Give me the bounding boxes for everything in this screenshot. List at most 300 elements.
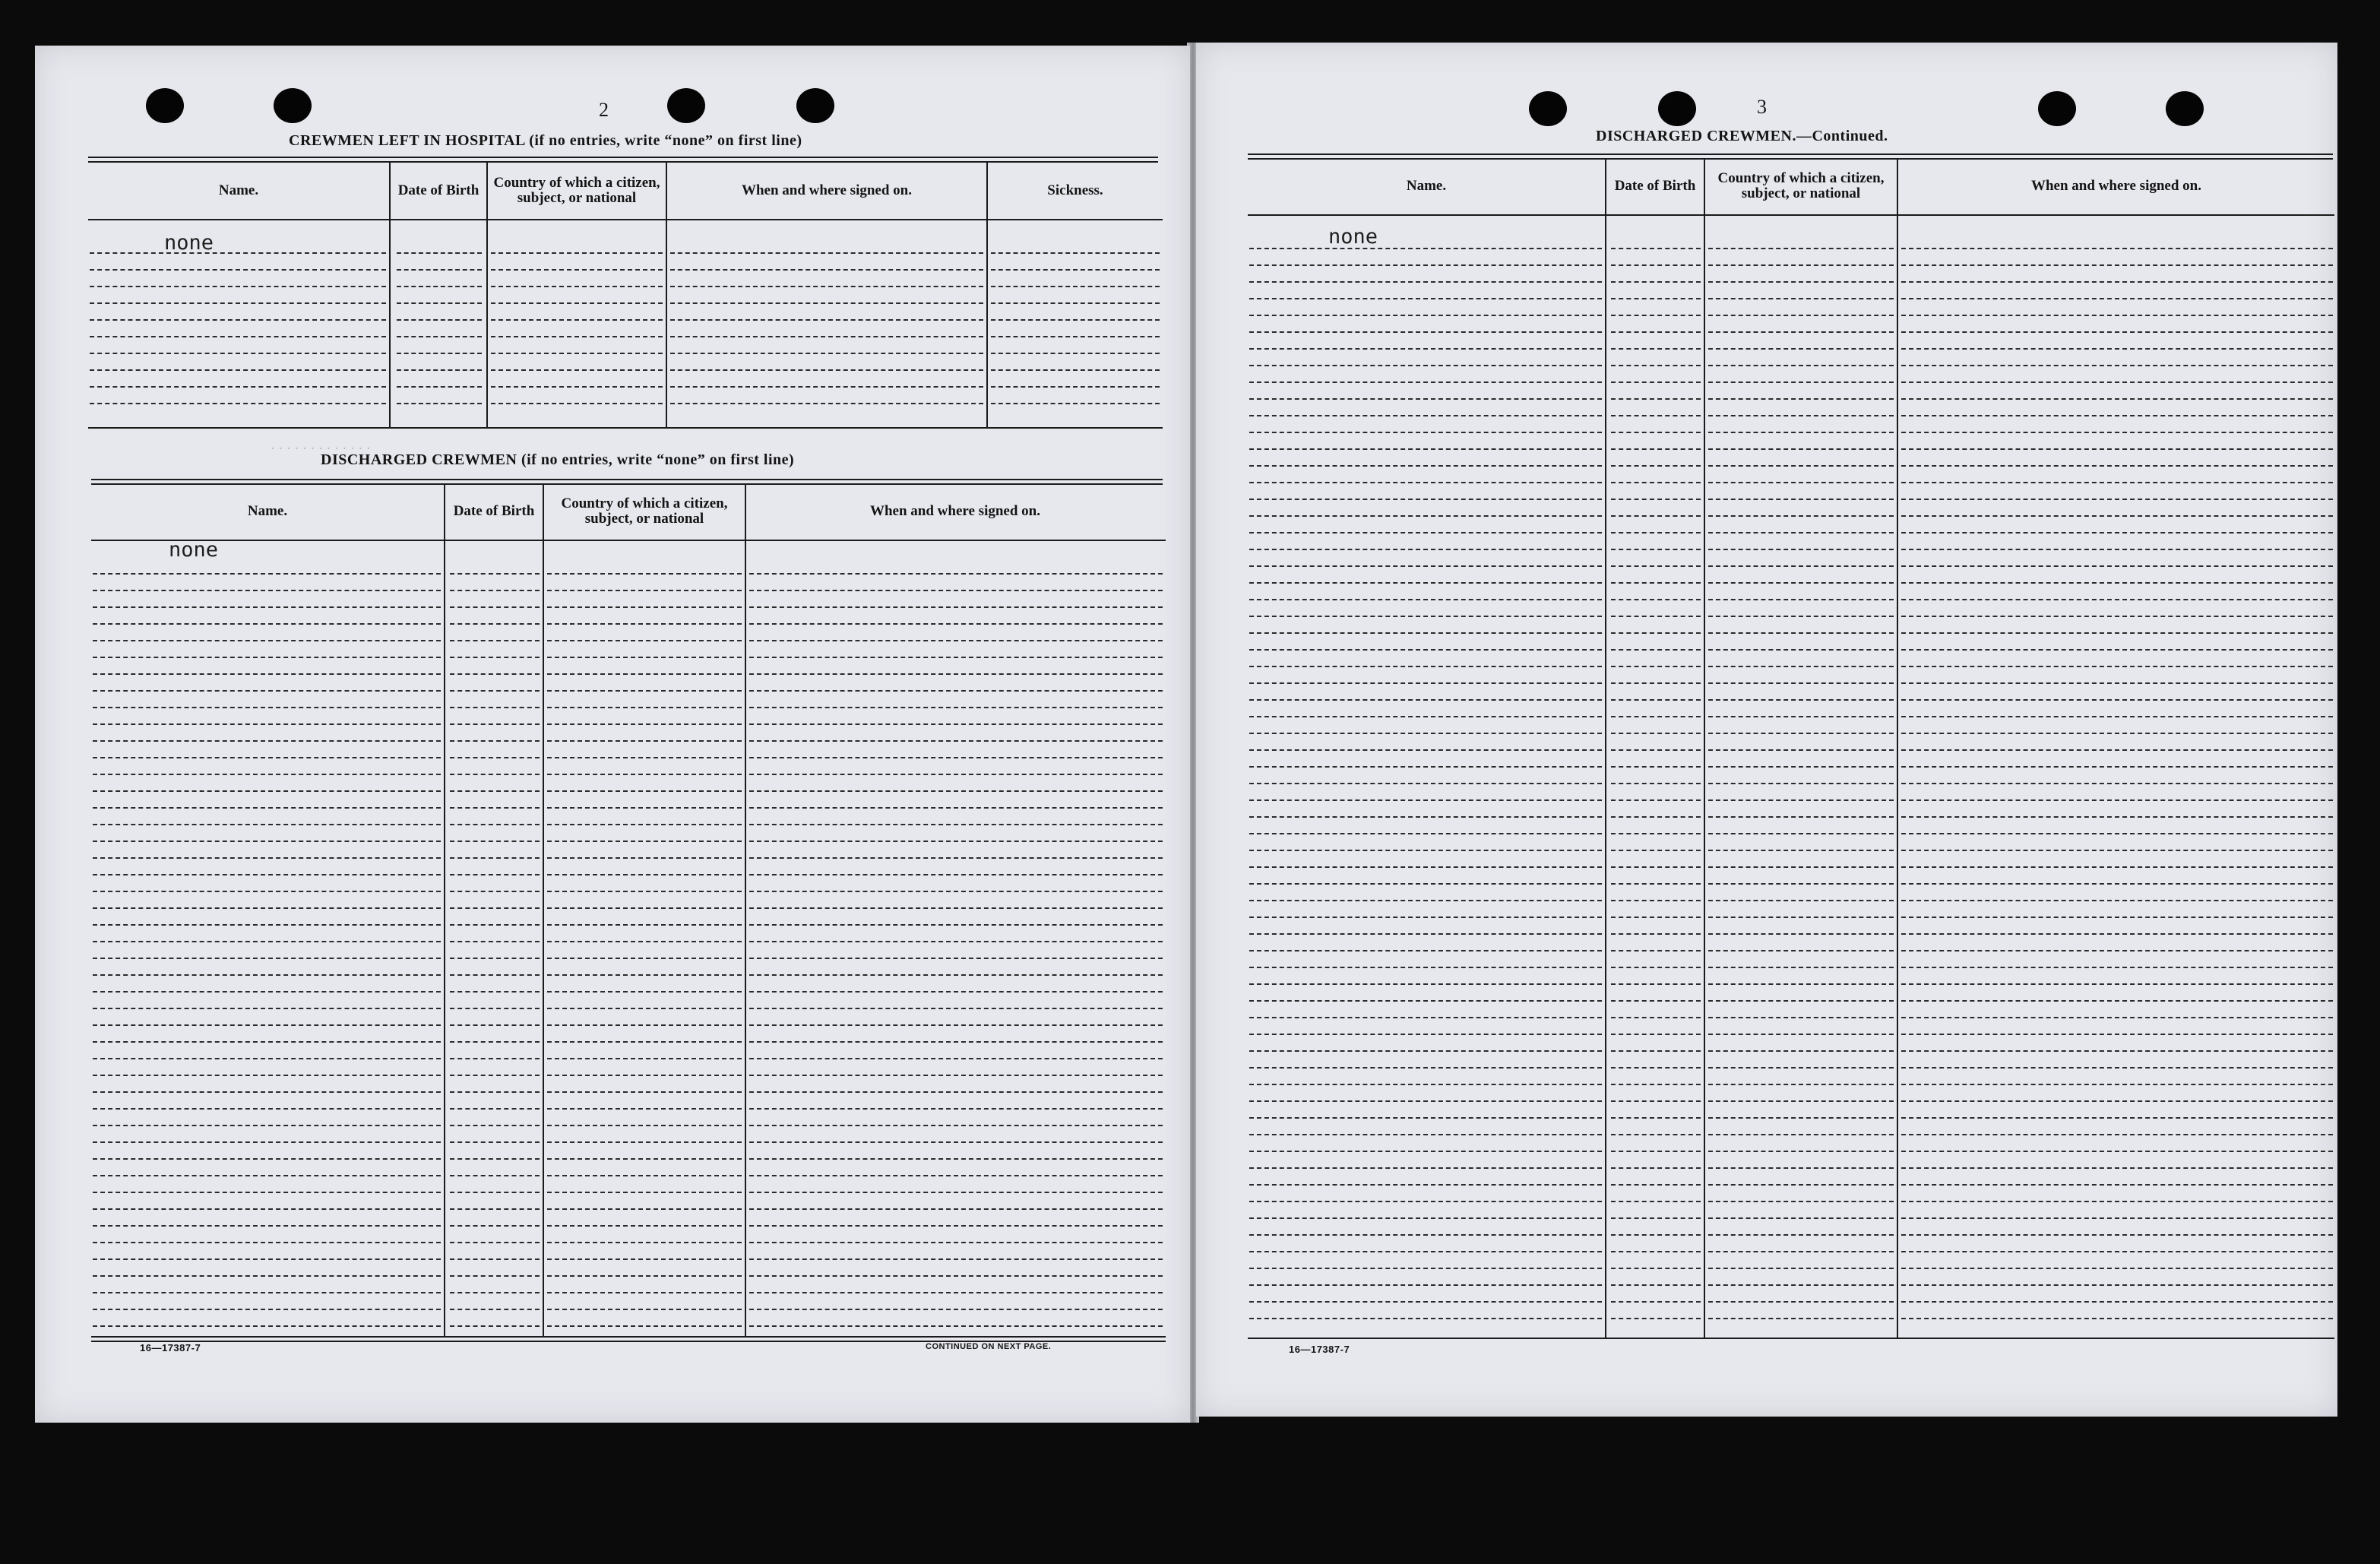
- ruled-line: [547, 606, 742, 608]
- ruled-line: [1708, 699, 1894, 701]
- ruled-line: [1611, 866, 1701, 868]
- ruled-line: [1249, 1000, 1602, 1002]
- ruled-line: [450, 723, 540, 725]
- ruled-line: [1611, 1017, 1701, 1018]
- ruled-line: [1708, 1100, 1894, 1102]
- ruled-line: [1708, 1268, 1894, 1269]
- ruled-line: [1901, 1268, 2333, 1269]
- ruled-line: [547, 1058, 742, 1059]
- ruled-line: [1901, 1034, 2333, 1035]
- ruled-line: [1611, 682, 1701, 684]
- ruled-line: [1708, 1301, 1894, 1303]
- ruled-line: [450, 807, 540, 809]
- ruled-line: [397, 336, 482, 337]
- ruled-line: [93, 1309, 441, 1310]
- ruled-line: [1901, 749, 2333, 751]
- ruled-line: [670, 286, 983, 287]
- ruled-line: [749, 1192, 1163, 1193]
- ruled-line: [1901, 833, 2333, 834]
- ruled-line: [1708, 783, 1894, 784]
- ruled-line: [1708, 1184, 1894, 1186]
- ruled-line: [1708, 749, 1894, 751]
- ruled-line: [1901, 1100, 2333, 1102]
- ruled-line: [749, 1325, 1163, 1327]
- ruled-line: [547, 874, 742, 875]
- ruled-line: [93, 807, 441, 809]
- punch-hole: [667, 88, 705, 123]
- ruled-line: [1901, 1167, 2333, 1169]
- ruled-line: [1611, 1234, 1701, 1236]
- hospital-section-title: CREWMEN LEFT IN HOSPITAL (if no entries, write “none” on first line): [289, 132, 802, 149]
- ruled-line: [1611, 699, 1701, 701]
- ruled-line: [93, 941, 441, 942]
- ruled-line: [547, 1325, 742, 1327]
- ruled-line: [1708, 549, 1894, 550]
- ruled-line: [450, 1041, 540, 1043]
- ruled-line: [1611, 950, 1701, 951]
- ruled-line: [1708, 281, 1894, 283]
- ruled-line: [547, 991, 742, 993]
- ruled-line: [93, 723, 441, 725]
- bleed-through-text: · · · · · · · · · · · · ·: [271, 441, 371, 456]
- ruled-line: [1708, 1034, 1894, 1035]
- ruled-line: [749, 1275, 1163, 1277]
- ruled-line: [93, 573, 441, 575]
- ruled-line: [991, 353, 1160, 354]
- ruled-line: [1901, 432, 2333, 433]
- ruled-line: [450, 891, 540, 892]
- ruled-line: [547, 1091, 742, 1093]
- ruled-line: [450, 1008, 540, 1009]
- ruled-line: [1249, 365, 1602, 366]
- ruled-line: [1901, 448, 2333, 450]
- hospital-col-divider: [986, 161, 988, 427]
- punch-hole: [1658, 91, 1696, 126]
- punch-hole: [2166, 91, 2204, 126]
- ruled-line: [547, 841, 742, 842]
- ruled-line: [1249, 749, 1602, 751]
- ruled-line: [1611, 398, 1701, 400]
- ruled-line: [547, 1175, 742, 1176]
- ruled-line: [1249, 883, 1602, 885]
- ruled-line: [1708, 465, 1894, 467]
- ruled-line: [1901, 415, 2333, 416]
- ruled-line: [1249, 348, 1602, 350]
- ruled-line: [547, 640, 742, 641]
- ruled-line: [1708, 933, 1894, 935]
- ruled-line: [1901, 632, 2333, 634]
- ruled-line: [93, 924, 441, 926]
- ruled-line: [547, 1041, 742, 1043]
- discharged-col-divider: [543, 483, 544, 1336]
- ruled-line: [1708, 900, 1894, 901]
- ruled-line: [547, 723, 742, 725]
- ruled-line: [1249, 499, 1602, 500]
- ruled-line: [1708, 816, 1894, 818]
- ruled-line: [1611, 816, 1701, 818]
- ruled-line: [1249, 799, 1602, 801]
- ruled-line: [547, 707, 742, 708]
- ruled-line: [491, 386, 663, 388]
- ruled-line: [450, 640, 540, 641]
- ruled-line: [1901, 967, 2333, 968]
- ruled-line: [1249, 448, 1602, 450]
- ruled-line: [1611, 549, 1701, 550]
- ruled-line: [1611, 315, 1701, 316]
- ruled-line: [1249, 616, 1602, 617]
- ruled-line: [491, 269, 663, 271]
- ruled-line: [90, 403, 386, 404]
- page-number: 2: [599, 99, 609, 121]
- ruled-line: [1611, 1301, 1701, 1303]
- ruled-line: [93, 1275, 441, 1277]
- ruled-line: [1901, 1134, 2333, 1135]
- ruled-line: [547, 1141, 742, 1143]
- right-table-bottom-rule: [1248, 1338, 2334, 1339]
- ruled-line: [1901, 983, 2333, 985]
- ruled-line: [1708, 298, 1894, 299]
- ruled-line: [1901, 1084, 2333, 1085]
- ruled-line: [1249, 1251, 1602, 1252]
- discharged-table-top-rule: [91, 479, 1163, 485]
- right-entry-none: none: [1328, 225, 1378, 249]
- ruled-line: [1249, 298, 1602, 299]
- ruled-line: [1901, 281, 2333, 283]
- ruled-line: [450, 1058, 540, 1059]
- ruled-line: [1611, 1268, 1701, 1269]
- ruled-line: [547, 974, 742, 976]
- ruled-line: [1249, 866, 1602, 868]
- discharged-table-bottom-rule: [91, 1336, 1166, 1338]
- ruled-line: [1249, 1084, 1602, 1085]
- ruled-line: [450, 874, 540, 875]
- ruled-line: [1708, 1151, 1894, 1152]
- ruled-line: [749, 907, 1163, 909]
- ruled-line: [93, 1075, 441, 1076]
- ruled-line: [749, 807, 1163, 809]
- ruled-line: [1249, 1117, 1602, 1119]
- continued-note: CONTINUED ON NEXT PAGE.: [926, 1342, 1052, 1351]
- ruled-line: [1708, 599, 1894, 600]
- ruled-line: [450, 757, 540, 758]
- ruled-line: [1611, 632, 1701, 634]
- ruled-line: [450, 824, 540, 825]
- ruled-line: [93, 1242, 441, 1243]
- ruled-line: [1249, 1284, 1602, 1286]
- page-number: 3: [1757, 96, 1767, 118]
- ruled-line: [1249, 465, 1602, 467]
- ruled-line: [1249, 716, 1602, 717]
- ruled-line: [1901, 917, 2333, 918]
- ruled-line: [1901, 1050, 2333, 1052]
- ruled-line: [450, 690, 540, 692]
- ruled-line: [1708, 264, 1894, 266]
- ruled-line: [1611, 983, 1701, 985]
- ruled-line: [450, 1242, 540, 1243]
- ruled-line: [1611, 448, 1701, 450]
- ruled-line: [1901, 616, 2333, 617]
- hospital-col-sickness: Sickness.: [1047, 182, 1103, 198]
- ruled-line: [1901, 933, 2333, 935]
- ruled-line: [1611, 382, 1701, 383]
- ruled-line: [450, 1192, 540, 1193]
- right-col-country: Country of which a citizen, subject, or national: [1717, 170, 1885, 201]
- ruled-line: [749, 1008, 1163, 1009]
- ruled-line: [93, 1292, 441, 1293]
- ruled-line: [1708, 348, 1894, 350]
- ruled-line: [1708, 499, 1894, 500]
- ruled-line: [749, 740, 1163, 742]
- ruled-line: [1708, 1234, 1894, 1236]
- ruled-line: [450, 573, 540, 575]
- ruled-line: [547, 1258, 742, 1260]
- ruled-line: [991, 336, 1160, 337]
- ruled-line: [90, 386, 386, 388]
- ruled-line: [450, 1275, 540, 1277]
- ruled-line: [1249, 1100, 1602, 1102]
- hospital-col-divider: [666, 161, 667, 427]
- ruled-line: [450, 673, 540, 675]
- ruled-line: [749, 723, 1163, 725]
- ruled-line: [749, 606, 1163, 608]
- ruled-line: [1708, 432, 1894, 433]
- ruled-line: [1611, 883, 1701, 885]
- ruled-line: [1611, 1117, 1701, 1119]
- ruled-line: [749, 1141, 1163, 1143]
- ruled-line: [1249, 682, 1602, 684]
- ruled-line: [547, 1309, 742, 1310]
- ruled-line: [397, 302, 482, 304]
- ruled-line: [450, 991, 540, 993]
- hospital-col-divider: [486, 161, 488, 427]
- hospital-entry-none: none: [164, 231, 214, 255]
- ruled-line: [1901, 348, 2333, 350]
- ruled-line: [93, 790, 441, 792]
- ruled-line: [1611, 264, 1701, 266]
- ruled-line: [93, 606, 441, 608]
- ruled-line: [547, 1075, 742, 1076]
- ruled-line: [1249, 1217, 1602, 1219]
- ruled-line: [93, 707, 441, 708]
- ruled-line: [1611, 799, 1701, 801]
- right-col-signed-on: When and where signed on.: [2030, 178, 2201, 194]
- ruled-line: [93, 1225, 441, 1227]
- ruled-line: [1901, 515, 2333, 517]
- ruled-line: [491, 319, 663, 321]
- ruled-line: [749, 1091, 1163, 1093]
- ruled-line: [90, 353, 386, 354]
- ruled-line: [1901, 499, 2333, 500]
- ruled-line: [547, 1008, 742, 1009]
- ruled-line: [1708, 448, 1894, 450]
- ruled-line: [1611, 1151, 1701, 1152]
- ruled-line: [90, 252, 386, 254]
- ruled-line: [93, 690, 441, 692]
- ruled-line: [1901, 549, 2333, 550]
- discharged-col-divider: [444, 483, 445, 1336]
- ruled-line: [1708, 1217, 1894, 1219]
- ruled-line: [991, 286, 1160, 287]
- ruled-line: [1708, 682, 1894, 684]
- ruled-line: [1708, 950, 1894, 951]
- ruled-line: [1901, 382, 2333, 383]
- ruled-line: [450, 1325, 540, 1327]
- ruled-line: [90, 369, 386, 371]
- ruled-line: [450, 1309, 540, 1310]
- ruled-line: [749, 857, 1163, 859]
- ruled-line: [1249, 565, 1602, 567]
- ruled-line: [1611, 850, 1701, 851]
- ruled-line: [991, 269, 1160, 271]
- ruled-line: [1611, 1184, 1701, 1186]
- discharged-section-title: DISCHARGED CREWMEN (if no entries, write “none” on first line): [321, 451, 795, 468]
- ruled-line: [1708, 983, 1894, 985]
- ruled-line: [450, 1125, 540, 1126]
- ruled-line: [1901, 850, 2333, 851]
- discharged-col-divider: [745, 483, 746, 1336]
- ruled-line: [1611, 515, 1701, 517]
- ruled-line: [93, 1192, 441, 1193]
- ruled-line: [1708, 632, 1894, 634]
- ruled-line: [450, 1175, 540, 1176]
- ruled-line: [450, 774, 540, 775]
- ruled-line: [1249, 582, 1602, 584]
- ruled-line: [670, 302, 983, 304]
- ruled-line: [1708, 515, 1894, 517]
- ruled-line: [1249, 281, 1602, 283]
- ruled-line: [93, 1208, 441, 1210]
- ruled-line: [749, 924, 1163, 926]
- ruled-line: [749, 1125, 1163, 1126]
- ruled-line: [1611, 716, 1701, 717]
- ruled-line: [749, 1225, 1163, 1227]
- ruled-line: [991, 302, 1160, 304]
- ruled-line: [1611, 900, 1701, 901]
- ruled-line: [547, 1275, 742, 1277]
- ruled-line: [93, 1041, 441, 1043]
- ruled-line: [450, 606, 540, 608]
- ruled-line: [670, 386, 983, 388]
- ruled-line: [1611, 365, 1701, 366]
- ruled-line: [397, 269, 482, 271]
- ruled-line: [749, 623, 1163, 625]
- ruled-line: [397, 403, 482, 404]
- ruled-line: [1249, 649, 1602, 651]
- ruled-line: [450, 1225, 540, 1227]
- ruled-line: [1249, 264, 1602, 266]
- ruled-line: [93, 1141, 441, 1143]
- ruled-line: [547, 673, 742, 675]
- ruled-line: [1708, 1117, 1894, 1119]
- ruled-line: [1249, 632, 1602, 634]
- ruled-line: [749, 891, 1163, 892]
- ruled-line: [397, 386, 482, 388]
- ruled-line: [450, 1108, 540, 1110]
- ruled-line: [991, 319, 1160, 321]
- ruled-line: [1901, 248, 2333, 249]
- ruled-line: [1249, 1184, 1602, 1186]
- ruled-line: [749, 774, 1163, 775]
- ruled-line: [1611, 415, 1701, 416]
- ruled-line: [1901, 1067, 2333, 1069]
- ruled-line: [1249, 1151, 1602, 1152]
- ruled-line: [1708, 850, 1894, 851]
- ruled-line: [1249, 699, 1602, 701]
- right-table-top-rule: [1248, 154, 2333, 160]
- ruled-line: [450, 924, 540, 926]
- ruled-line: [93, 1125, 441, 1126]
- ruled-line: [749, 841, 1163, 842]
- ruled-line: [991, 252, 1160, 254]
- ruled-line: [1708, 1000, 1894, 1002]
- ruled-line: [1708, 382, 1894, 383]
- ruled-line: [1611, 616, 1701, 617]
- right-page: [1196, 43, 2337, 1417]
- ruled-line: [1249, 933, 1602, 935]
- ruled-line: [1249, 917, 1602, 918]
- ruled-line: [1901, 398, 2333, 400]
- ruled-line: [547, 1208, 742, 1210]
- ruled-line: [1249, 331, 1602, 333]
- ruled-line: [1708, 1067, 1894, 1069]
- ruled-line: [93, 974, 441, 976]
- ruled-line: [1901, 1284, 2333, 1286]
- ruled-line: [1708, 883, 1894, 885]
- ruled-line: [491, 353, 663, 354]
- ruled-line: [1708, 799, 1894, 801]
- ruled-line: [1708, 532, 1894, 533]
- ruled-line: [547, 590, 742, 591]
- ruled-line: [1249, 532, 1602, 533]
- ruled-line: [1249, 482, 1602, 483]
- ruled-line: [547, 807, 742, 809]
- ruled-line: [450, 1091, 540, 1093]
- ruled-line: [1901, 1000, 2333, 1002]
- ruled-line: [491, 302, 663, 304]
- ruled-line: [1611, 783, 1701, 784]
- ruled-line: [1249, 1017, 1602, 1018]
- ruled-line: [93, 640, 441, 641]
- ruled-line: [450, 1141, 540, 1143]
- ruled-line: [670, 269, 983, 271]
- ruled-line: [749, 640, 1163, 641]
- ruled-line: [1708, 1050, 1894, 1052]
- right-section-title: DISCHARGED CREWMEN.—Continued.: [1596, 128, 1888, 144]
- ruled-line: [93, 1008, 441, 1009]
- ruled-line: [450, 740, 540, 742]
- ruled-line: [547, 941, 742, 942]
- hospital-col-divider: [389, 161, 391, 427]
- ruled-line: [1901, 1234, 2333, 1236]
- discharged-col-signed-on: When and where signed on.: [869, 503, 1040, 519]
- ruled-line: [749, 1208, 1163, 1210]
- ruled-line: [749, 790, 1163, 792]
- ruled-line: [1249, 1268, 1602, 1269]
- ruled-line: [1249, 1167, 1602, 1169]
- ruled-line: [1901, 1201, 2333, 1202]
- ruled-line: [1611, 1201, 1701, 1202]
- ruled-line: [547, 657, 742, 658]
- ruled-line: [547, 774, 742, 775]
- ruled-line: [450, 857, 540, 859]
- ruled-line: [1249, 967, 1602, 968]
- ruled-line: [547, 1225, 742, 1227]
- right-col-dob: Date of Birth: [1614, 178, 1696, 194]
- ruled-line: [547, 1292, 742, 1293]
- right-col-divider: [1897, 158, 1898, 1338]
- ruled-line: [491, 252, 663, 254]
- ruled-line: [749, 673, 1163, 675]
